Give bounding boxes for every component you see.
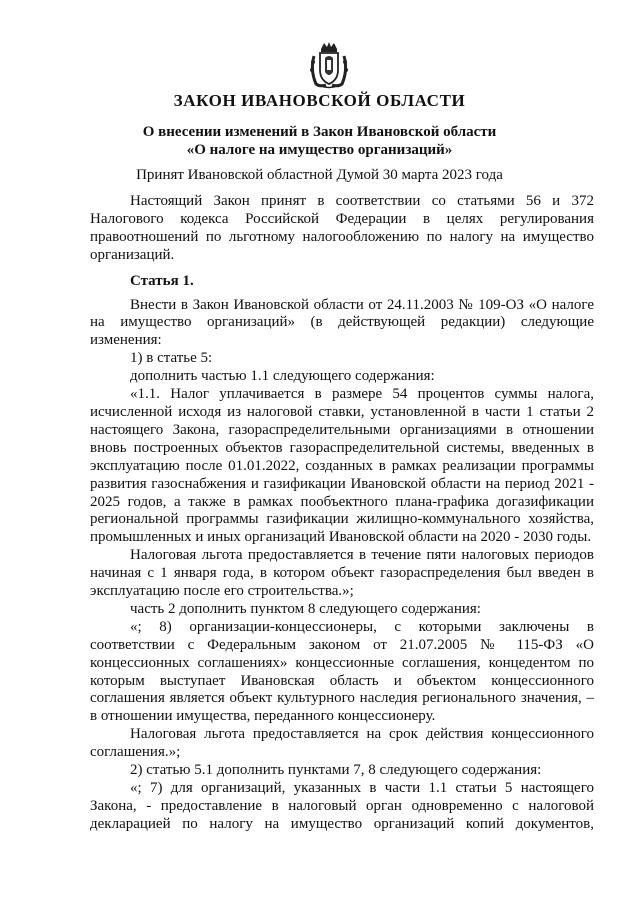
body-paragraph: Внести в Закон Ивановской области от 24.11.2003 № 109-ОЗ «О налоге на имущество организаций» (в действующей редакции) следующие изменения:: [90, 296, 594, 349]
document-title: ЗАКОН ИВАНОВСКОЙ ОБЛАСТИ: [173, 91, 466, 110]
coat-of-arms-emblem: [304, 40, 354, 90]
preamble-paragraph: Настоящий Закон принят в соответствии со статьями 56 и 372 Налогового кодекса Российской Федерации в целях регулирования правоотношений по льготному налогообложению по налогу на имущество организаций.: [90, 193, 594, 263]
document-subtitle-line1: О внесении изменений в Закон Ивановской области: [142, 124, 497, 140]
body-paragraph: «1.1. Налог уплачивается в размере 54 процентов суммы налога, исчисленной исходя из налоговой ставки, установленной в части 1 статьи 2 настоящего Закона, газораспределительными организациями в отношении вновь построенных объектов газораспределительной системы, введенных в эксплуатацию после 01.01.2022, созданных в рамках реализации программы развития газоснабжения и газификации Ивановской области на период 2021 - 2025 годов, а также в рамках пообъектного плана-графика догазификации региональной программы газификации жилищно-коммунального хозяйства, промышленных и иных организаций Ивановской области на 2020 - 2030 годы.: [90, 386, 594, 546]
body-paragraph: Налоговая льгота предоставляется на срок действия концессионного соглашения.»;: [90, 726, 594, 761]
body-paragraph: 1) в статье 5:: [130, 350, 213, 367]
body-paragraph: часть 2 дополнить пунктом 8 следующего содержания:: [130, 600, 481, 617]
document-subtitle-line2: «О налоге на имущество организаций»: [186, 142, 453, 158]
body-paragraph: «; 7) для организаций, указанных в части 1.1 статьи 5 настоящего Закона, - предоставление в налоговый орган одновременно с налоговой декларацией по налогу на имущество организаций копий документов,: [90, 780, 594, 832]
article-heading: Статья 1.: [130, 272, 194, 289]
adoption-line: Принят Ивановской областной Думой 30 марта 2023 года: [136, 167, 503, 183]
body-paragraph: дополнить частью 1.1 следующего содержания:: [130, 368, 435, 385]
body-paragraph: 2) статью 5.1 дополнить пунктами 7, 8 следующего содержания:: [130, 762, 542, 779]
body-paragraph: «; 8) организации-концессионеры, с которыми заключены в соответствии с Федеральным законом от 21.07.2005 № 115-ФЗ «О концессионных соглашениях» концессионные соглашения, концедентом по которым выступает Ивановская область и объектом концессионного соглашения является объект культурного наследия регионального значения, – в отношении имущества, переданного концессионеру.: [90, 618, 594, 725]
document-body: [90, 193, 594, 834]
body-paragraph: Налоговая льгота предоставляется в течение пяти налоговых периодов начиная с 1 января года, в котором объект газораспределения был введен в эксплуатацию после его строительства.»;: [90, 547, 594, 600]
